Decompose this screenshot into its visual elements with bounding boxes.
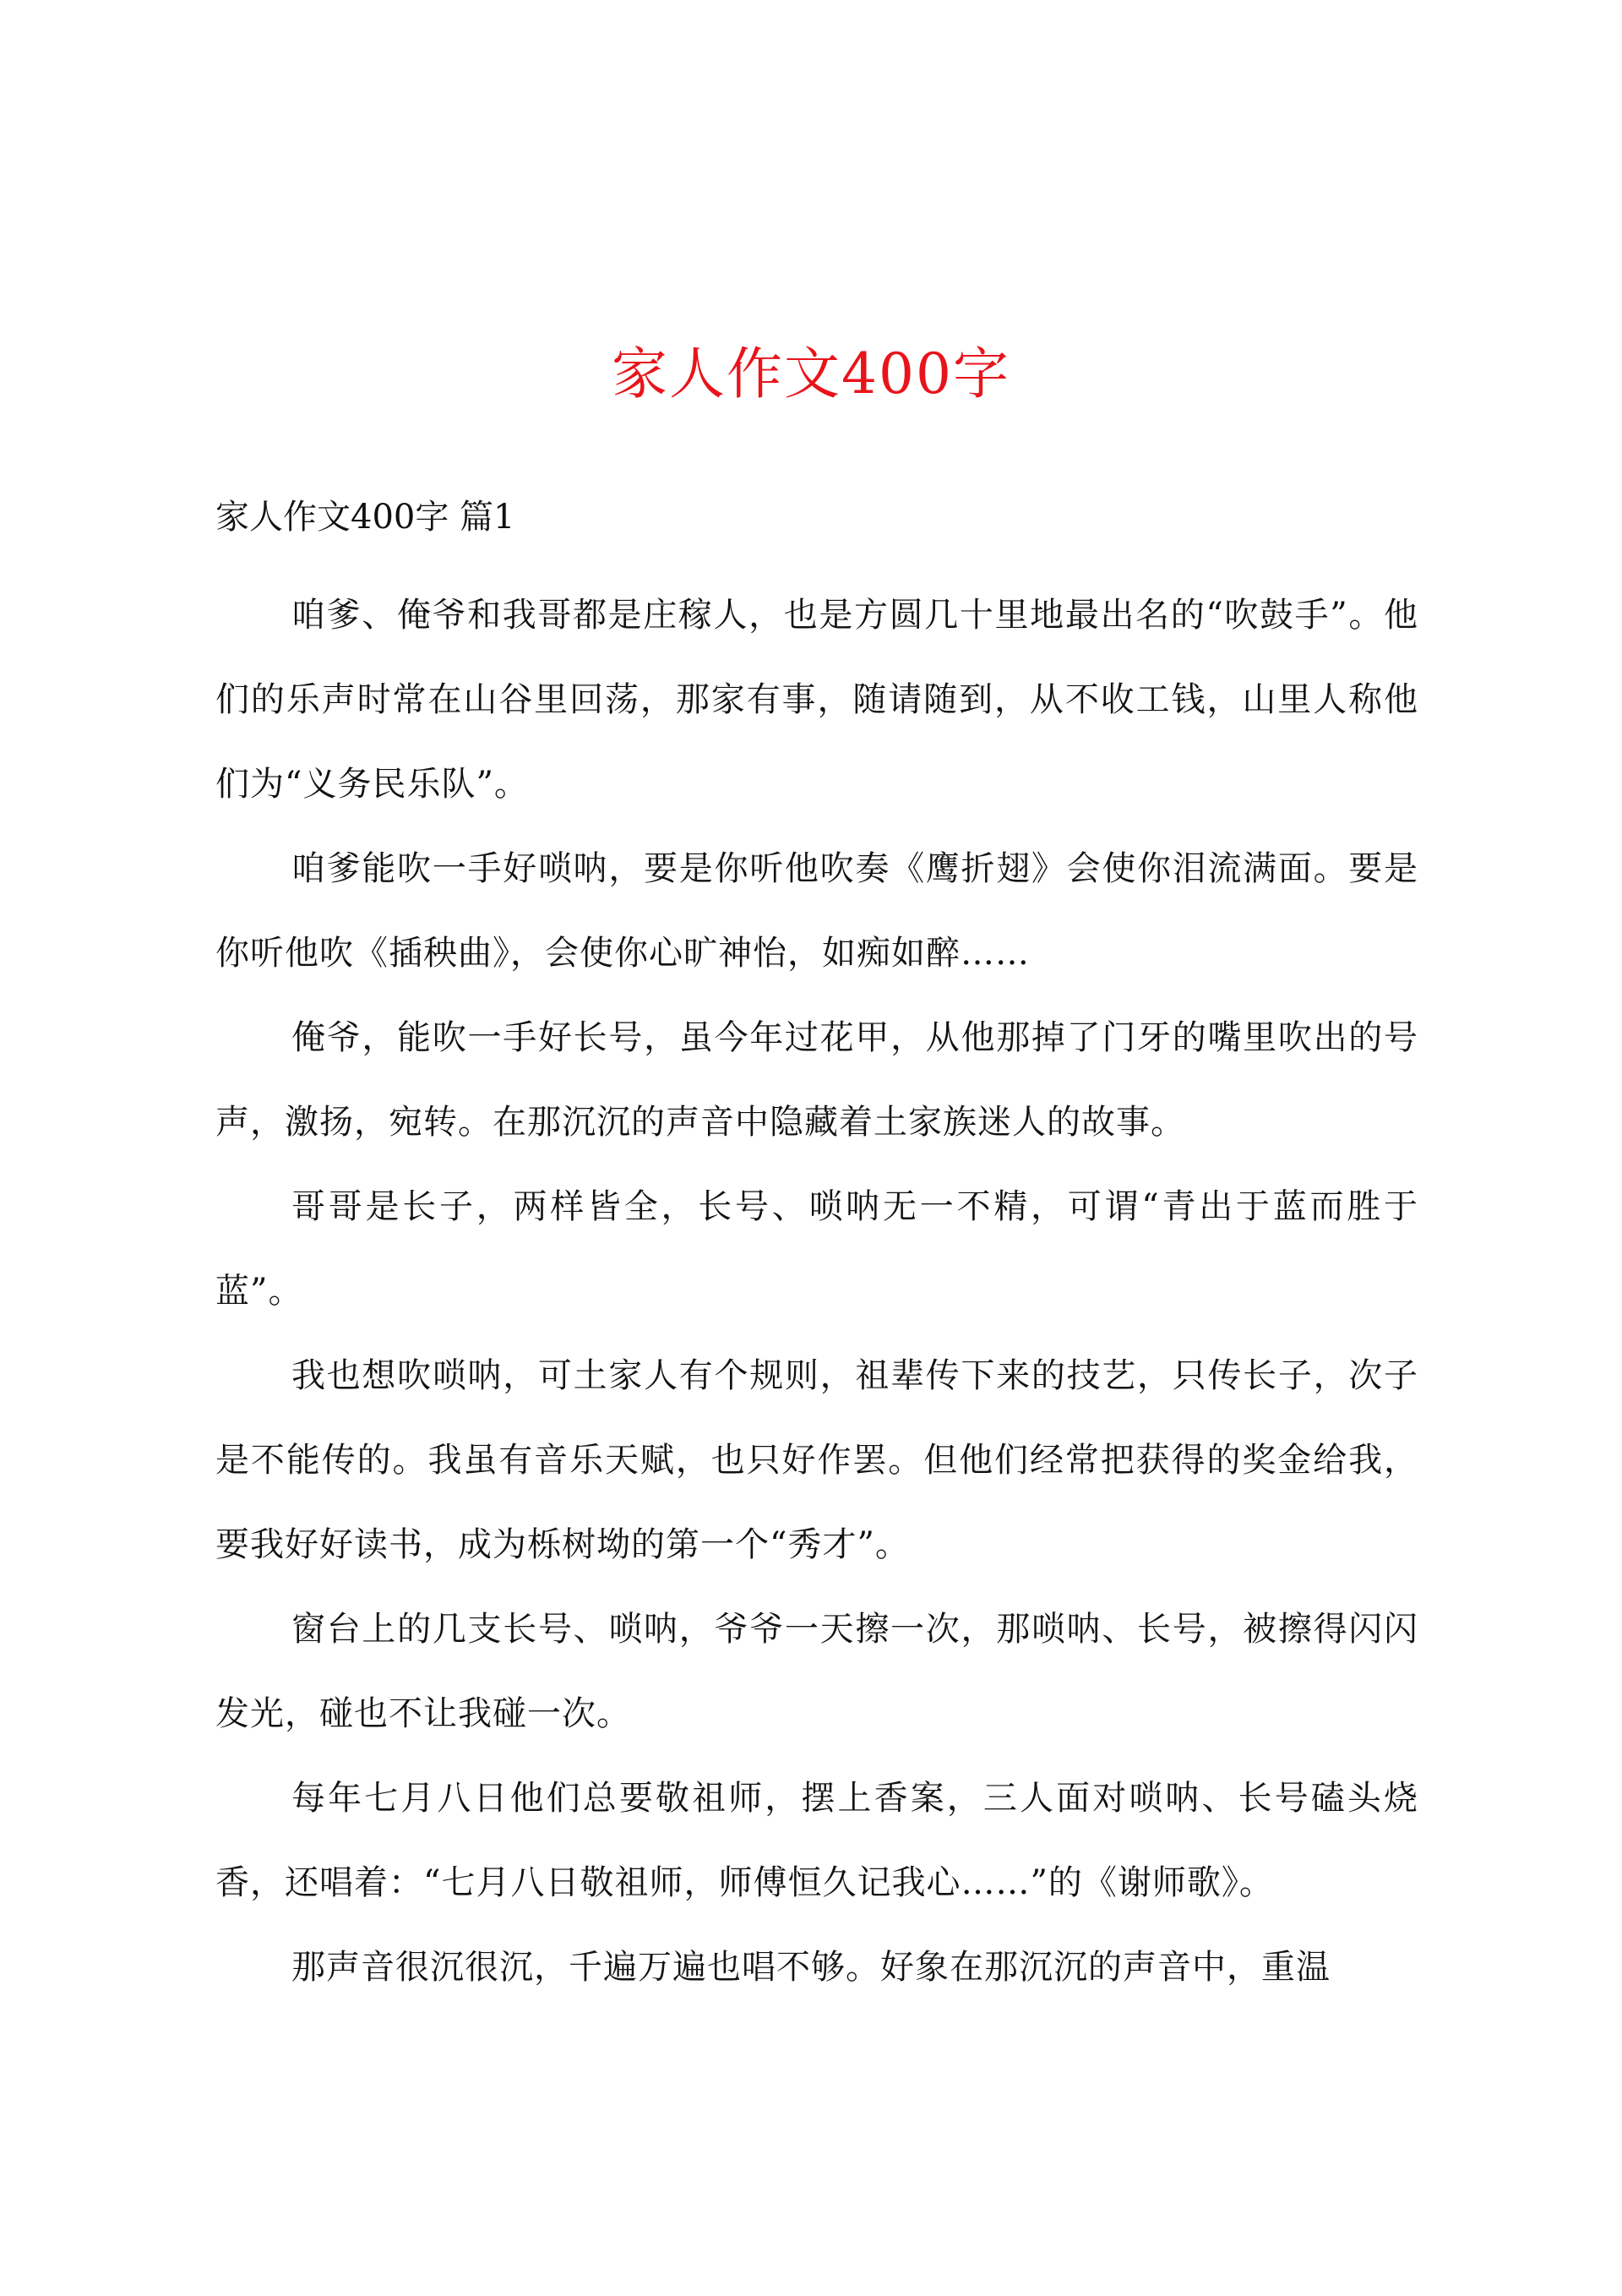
paragraph: 那声音很沉很沉，千遍万遍也唱不够。好象在那沉沉的声音中，重温	[291, 1948, 1331, 1987]
paragraph: 我也想吹唢呐，可土家人有个规则，祖辈传下来的技艺，只传长子，次子是不能传的。我虽有音乐天赋，也只好作罢。但他们经常把获得的奖金给我，要我好好读书，成为栎树坳的第一个“秀才”。	[215, 1356, 1418, 1564]
paragraph: 窗台上的几支长号、唢呐，爷爷一天擦一次，那唢呐、长号，被擦得闪闪发光，碰也不让我碰一次。	[215, 1610, 1418, 1733]
paragraph: 咱爹、俺爷和我哥都是庄稼人，也是方圆几十里地最出名的“吹鼓手”。他们的乐声时常在山谷里回荡，那家有事，随请随到，从不收工钱，山里人称他们为“义务民乐队”。	[215, 596, 1418, 804]
paragraph: 哥哥是长子，两样皆全，长号、唢呐无一不精，可谓“青出于蓝而胜于蓝”。	[215, 1187, 1418, 1311]
paragraph: 咱爹能吹一手好唢呐，要是你听他吹奏《鹰折翅》会使你泪流满面。要是你听他吹《插秧曲》，会使你心旷神怡，如痴如醉……	[215, 849, 1418, 973]
paragraph: 每年七月八日他们总要敬祖师，摆上香案，三人面对唢呐、长号磕头烧香，还唱着：“七月八日敬祖师，师傅恒久记我心……”的《谢师歌》。	[215, 1779, 1418, 1902]
paragraph: 俺爷，能吹一手好长号，虽今年过花甲，从他那掉了门牙的嘴里吹出的号声，激扬，宛转。在那沉沉的声音中隐藏着土家族迷人的故事。	[215, 1018, 1418, 1142]
document-title: 家人作文400字	[612, 341, 1010, 406]
article-body	[215, 573, 1418, 2010]
section-heading: 家人作文400字 篇1	[215, 498, 515, 537]
